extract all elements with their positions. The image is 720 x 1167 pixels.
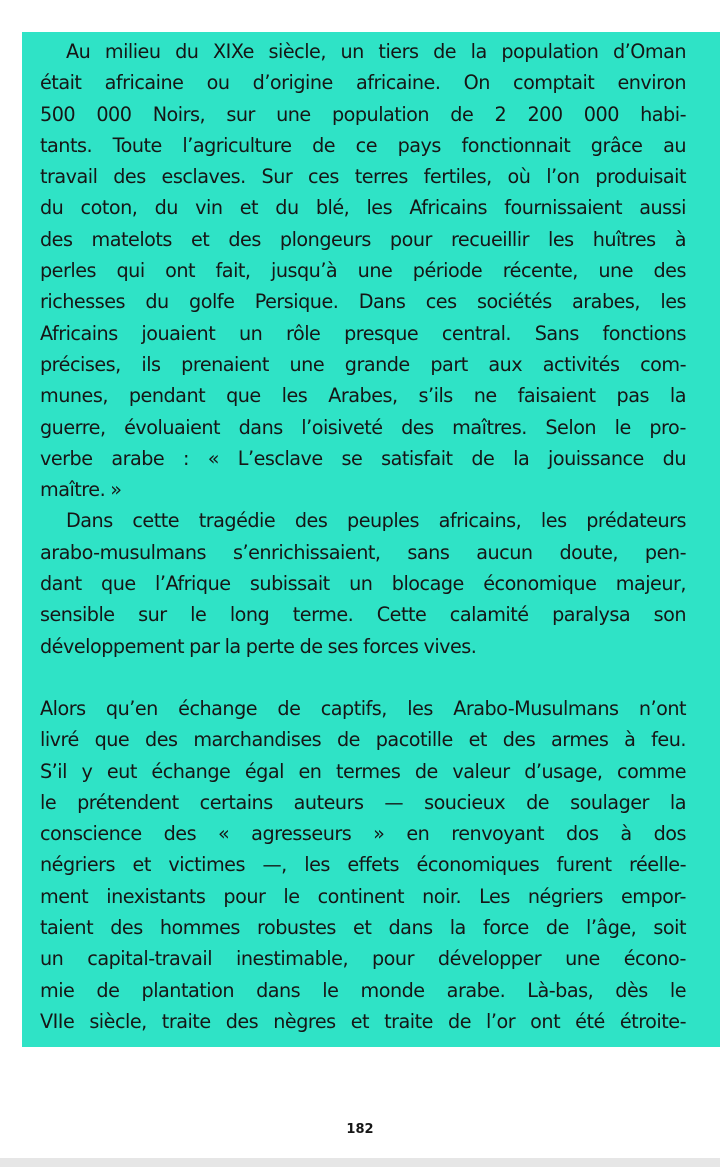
text-line: Alors qu’en échange de captifs, les Arabo-Musulmans n’ont xyxy=(40,696,686,720)
bottom-edge xyxy=(0,1158,720,1167)
text-line: du coton, du vin et du blé, les Africains fournissaient aussi xyxy=(40,196,686,220)
text-line: arabo-musulmans s’enrichissaient, sans aucun doute, pen- xyxy=(40,540,686,564)
book-page-text xyxy=(40,36,686,1037)
text-line: Africains jouaient un rôle presque central. Sans fonctions xyxy=(40,321,686,345)
paragraph-exchange xyxy=(40,693,686,1037)
paragraph-tragedy xyxy=(40,505,686,661)
text-line: négriers et victimes —, les effets économiques furent réelle- xyxy=(40,853,686,877)
text-line: des matelots et des plongeurs pour recueillir les huîtres à xyxy=(40,227,686,251)
text-line: perles qui ont fait, jusqu’à une période récente, une des xyxy=(40,259,686,283)
text-line: S’il y eut échange égal en termes de valeur d’usage, comme xyxy=(40,759,686,783)
text-line: Dans cette tragédie des peuples africains, les prédateurs xyxy=(66,509,686,533)
text-line: VIIe siècle, traite des nègres et traite de l’or ont été étroite- xyxy=(40,1009,686,1033)
text-line: tants. Toute l’agriculture de ce pays fonctionnait grâce au xyxy=(40,133,686,157)
text-line: sensible sur le long terme. Cette calamité paralysa son xyxy=(40,603,686,627)
text-line: 500 000 Noirs, sur une population de 2 200 000 habi- xyxy=(40,102,686,126)
text-line: verbe arabe : « L’esclave se satisfait de la jouissance du xyxy=(40,446,686,470)
text-line: travail des esclaves. Sur ces terres fertiles, où l’on produisait xyxy=(40,165,686,189)
text-line: précises, ils prenaient une grande part aux activités com- xyxy=(40,352,686,376)
paragraph-gap xyxy=(40,662,686,693)
text-line: munes, pendant que les Arabes, s’ils ne faisaient pas la xyxy=(40,384,686,408)
text-line: conscience des « agresseurs » en renvoyant dos à dos xyxy=(40,822,686,846)
text-line: maître. » xyxy=(40,478,122,502)
text-line: guerre, évoluaient dans l’oisiveté des maîtres. Selon le pro- xyxy=(40,415,686,439)
text-line: dant que l’Afrique subissait un blocage économique majeur, xyxy=(40,572,686,596)
text-line: développement par la perte de ses forces vives. xyxy=(40,634,477,658)
text-line: ment inexistants pour le continent noir. Les négriers empor- xyxy=(40,884,686,908)
text-line: le prétendent certains auteurs — soucieux de soulager la xyxy=(40,790,686,814)
text-line: un capital-travail inestimable, pour développer une écono- xyxy=(40,947,686,971)
text-line: mie de plantation dans le monde arabe. Là-bas, dès le xyxy=(40,978,686,1002)
text-line: Au milieu du XIXe siècle, un tiers de la population d’Oman xyxy=(66,40,686,63)
text-line: richesses du golfe Persique. Dans ces sociétés arabes, les xyxy=(40,290,686,314)
text-line: livré que des marchandises de pacotille et des armes à feu. xyxy=(40,728,686,752)
text-line: taient des hommes robustes et dans la force de l’âge, soit xyxy=(40,916,686,940)
paragraph-oman xyxy=(40,36,686,505)
page-number: 182 xyxy=(346,1122,374,1137)
text-line: était africaine ou d’origine africaine. On comptait environ xyxy=(40,71,686,95)
